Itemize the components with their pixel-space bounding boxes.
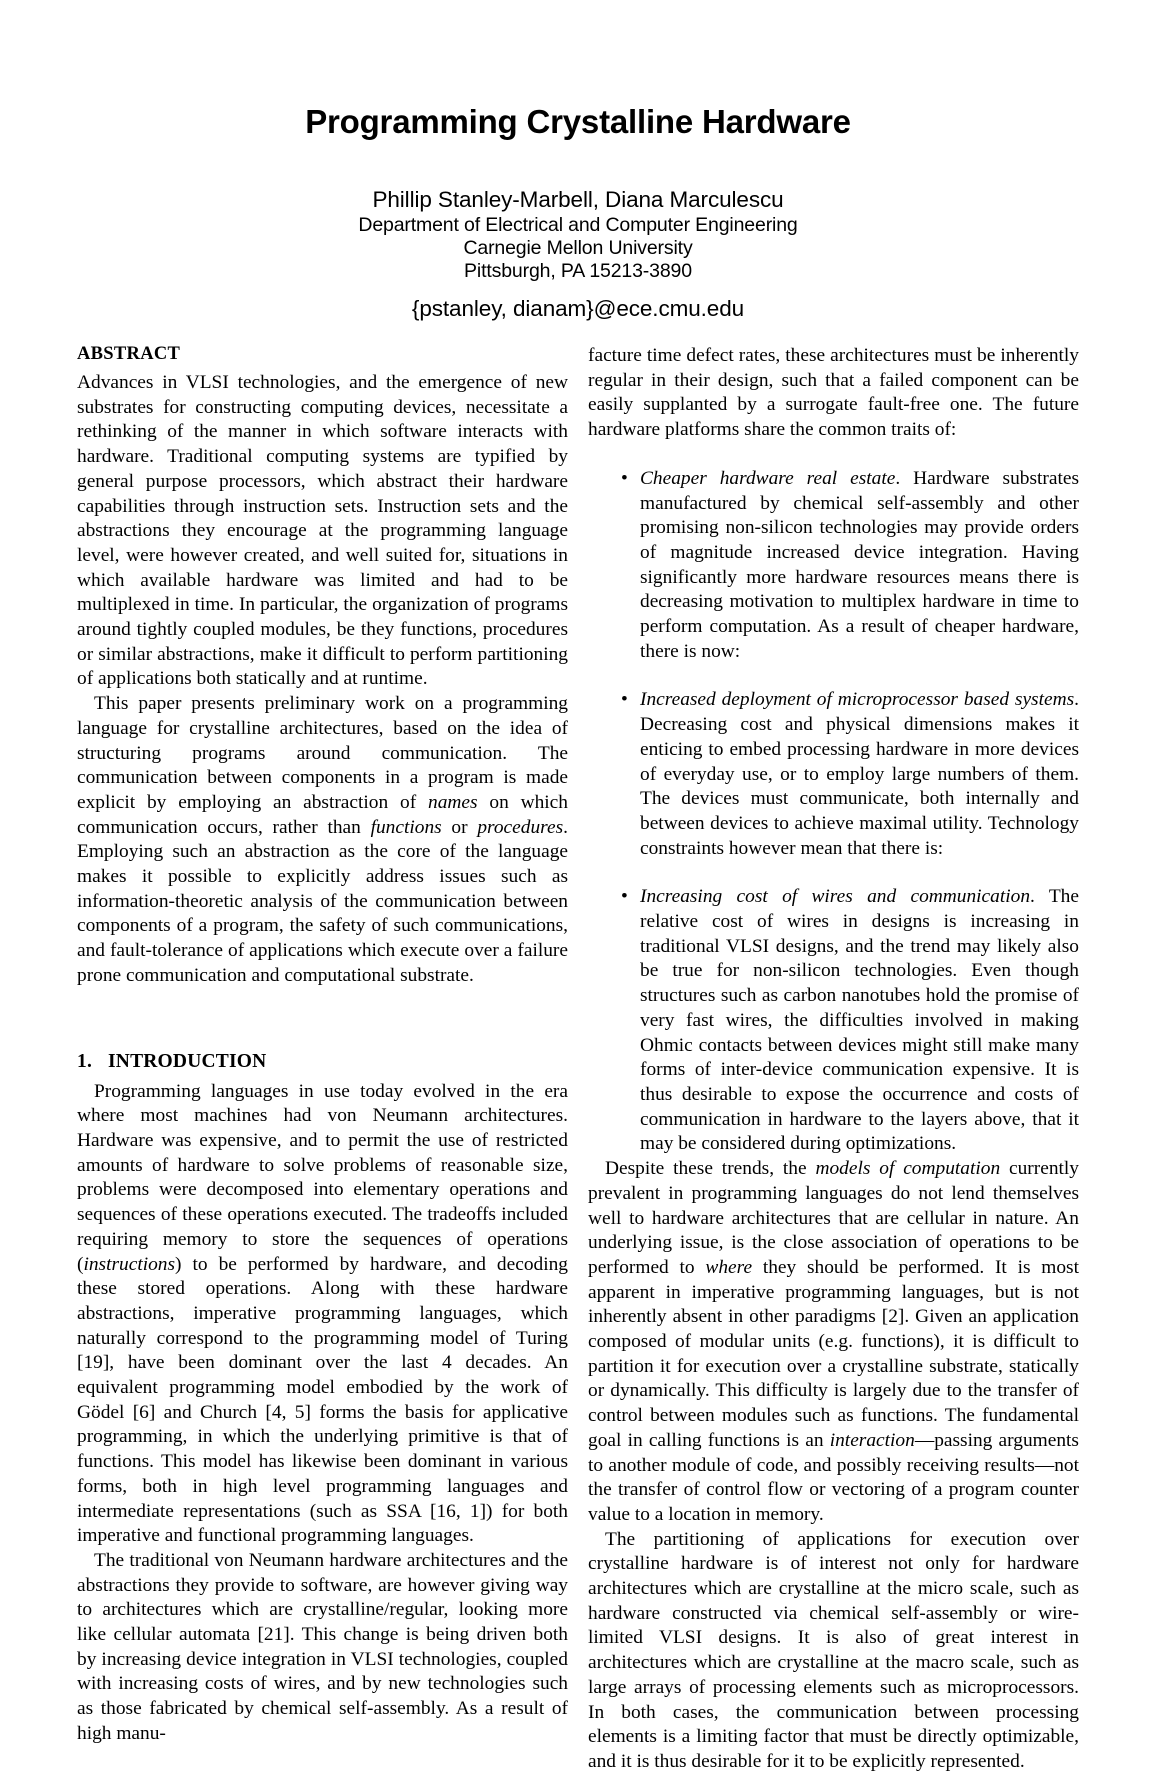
bullet-body-text: . The relative cost of wires in designs is increasing in traditional VLSI designs, and the trend may likely also be true for non-silicon technologies. Even though structures such as carbon nanotubes hold the promise of very fast wires, the difficulties involved in making Ohmic contacts between devices might still make many forms of inter-device communication expensive. It is thus desirable to expose the occurrence and costs of communication in hardware to the layers above, that it may be considered during optimizations. <box>640 886 1079 1155</box>
abstract-p2-italic-functions: functions <box>370 816 442 838</box>
abstract-p2-part-d: . Employing such an abstraction as the core of the language makes it possible to explicitly address issues such as information-theoretic analysis of the communication between components of a program, the safety of such communications, and fault-tolerance of applications which execute over a failure prone communication and computational substrate. <box>77 816 568 986</box>
two-column-body <box>77 344 1079 1775</box>
intro-paragraph-4 <box>588 1157 1079 1528</box>
bullet-lead-italic: Cheaper hardware real estate <box>640 467 896 489</box>
abstract-p2-part-c: or <box>441 816 478 838</box>
traits-bullet-list <box>588 467 1079 1157</box>
abstract-paragraph-2 <box>77 692 568 988</box>
affiliation-address: Pittsburgh, PA 15213-3890 <box>464 259 692 282</box>
section-number: 1. <box>77 1050 93 1072</box>
title-block <box>0 0 1156 322</box>
intro-paragraph-3: facture time defect rates, these architectures must be inherently regular in their design, such that a failed component can be easily supplanted by a surrogate fault-free one. The future hardware platforms share the common traits of: <box>588 345 1079 441</box>
list-item <box>588 885 1079 1157</box>
page-title: Programming Crystalline Hardware <box>305 103 851 140</box>
intro-p4-part-b: currently prevalent in programming languages do not lend themselves well to hardware architectures that are cellular in nature. An underlying issue, is the close association of operations to be performed to <box>588 1158 1079 1278</box>
intro-paragraph-1 <box>77 1080 568 1549</box>
bullet-body-text: . Hardware substrates manufactured by chemical self-assembly and other promising non-silicon technologies may provide orders of magnitude increased device integration. Having significantly more hardware resources means there is decreasing motivation to multiplex hardware in time to perform computation. As a result of cheaper hardware, there is now: <box>640 467 1079 662</box>
bullet-icon: • <box>621 886 628 908</box>
section-title: INTRODUCTION <box>108 1050 267 1072</box>
intro-paragraph-2: The traditional von Neumann hardware architectures and the abstractions they provide to software, are however giving way to architectures which are crystalline/regular, looking more like cellular automata [21]. This change is being driven both by increasing device integration in VLSI technologies, coupled with increasing costs of wires, and by new technologies such as those fabricated by chemical self-assembly. As a result of high manu- <box>77 1549 568 1744</box>
intro-p4-italic-interaction: interaction <box>829 1429 915 1451</box>
bullet-body-text: . Decreasing cost and physical dimensions makes it enticing to embed processing hardware in more devices of everyday use, or to employ large numbers of them. The devices must communicate, both internally and between devices to achieve maximal utility. Technology constraints however mean that there is: <box>640 689 1079 859</box>
intro-paragraph-5: The partitioning of applications for execution over crystalline hardware is of interest not only for hardware architectures which are crystalline at the micro scale, such as hardware constructed via chemical self-assembly or wire-limited VLSI designs. It is also of great interest in architectures which are crystalline at the macro scale, such as large arrays of processing elements such as microprocessors. In both cases, the communication between processing elements is a limiting factor that must be directly optimizable, and it is thus desirable for it to be explicitly represented. <box>588 1528 1079 1772</box>
intro-p1-part-a: Programming languages in use today evolved in the era where most machines had von Neumann architectures. Hardware was expensive, and to permit the use of restricted amounts of hardware to solve problems of reasonable size, problems were decomposed into elementary operations and sequences of these operations executed. The tradeoffs included requiring memory to store the sequences of operations ( <box>77 1080 568 1275</box>
right-column <box>588 344 1079 1775</box>
list-item <box>588 467 1079 665</box>
list-item <box>588 688 1079 861</box>
affiliation-university: Carnegie Mellon University <box>463 236 693 259</box>
author-email: {pstanley, dianam}@ece.cmu.edu <box>411 295 745 321</box>
intro-p4-italic-where: where <box>705 1256 753 1278</box>
abstract-heading: ABSTRACT <box>77 344 181 364</box>
abstract-p2-part-a: This paper presents preliminary work on a programming language for crystalline architectures, based on the idea of structuring programs around communication. The communication between components in a program is made explicit by employing an abstraction of <box>77 693 568 813</box>
abstract-paragraph-1: Advances in VLSI technologies, and the emergence of new substrates for constructing computing devices, necessitate a rethinking of the manner in which software interacts with hardware. Traditional computing systems are typified by general purpose processors, which abstract their hardware capabilities through instruction sets. Instruction sets and the abstractions they encourage at the programming language level, were however created, and well suited for, situations in which available hardware was limited and had to be multiplexed in time. In particular, the organization of programs around tightly coupled modules, be they functions, procedures or similar abstractions, make it difficult to perform partitioning of applications both statically and at runtime. <box>77 372 568 690</box>
abstract-p2-part-b: on which communication occurs, rather than <box>77 791 568 838</box>
intro-p4-part-c: they should be performed. It is most apparent in imperative programming languages, but is not inherently absent in other paradigms [2]. Given an application composed of modular units (e.g. functions), it is difficult to partition it for execution over a crystalline substrate, statically or dynamically. This difficulty is largely due to the transfer of control between modules such as functions. The fundamental goal in calling functions is an <box>588 1256 1079 1451</box>
bullet-lead-italic: Increased deployment of microprocessor based systems <box>640 689 1075 711</box>
left-column <box>77 344 568 1775</box>
intro-p1-italic-instructions: instructions <box>83 1253 176 1275</box>
author-block <box>0 187 1156 283</box>
author-names: Phillip Stanley-Marbell, Diana Marculescu <box>372 187 784 213</box>
bullet-icon: • <box>621 467 628 489</box>
intro-p4-italic-models: models of computation <box>815 1158 1001 1180</box>
section-spacer <box>77 989 568 1051</box>
intro-p4-part-d: —passing arguments to another module of code, and possibly receiving results—not the transfer of control flow or vectoring of a program counter value to a location in memory. <box>588 1429 1079 1525</box>
abstract-p2-italic-procedures: procedures <box>477 816 564 838</box>
affiliation-department: Department of Electrical and Computer Engineering <box>358 213 798 236</box>
intro-p1-part-b: ) to be performed by hardware, and decoding these stored operations. Along with these hardware abstractions, imperative programming languages, which naturally correspond to the programming model of Turing [19], have been dominant over the last 4 decades. An equivalent programming model embodied by the work of Gödel [6] and Church [4, 5] forms the basis for applicative programming, in which the underlying primitive is that of functions. This model has likewise been dominant in various forms, both in high level programming languages and intermediate representations (such as SSA [16, 1]) for both imperative and functional programming languages. <box>77 1253 568 1547</box>
intro-p4-part-a: Despite these trends, the <box>605 1158 816 1180</box>
abstract-p2-italic-names: names <box>428 791 478 813</box>
bullet-icon: • <box>621 689 628 711</box>
bullet-lead-italic: Increasing cost of wires and communication <box>640 886 1031 908</box>
section-heading-introduction <box>77 1051 568 1073</box>
